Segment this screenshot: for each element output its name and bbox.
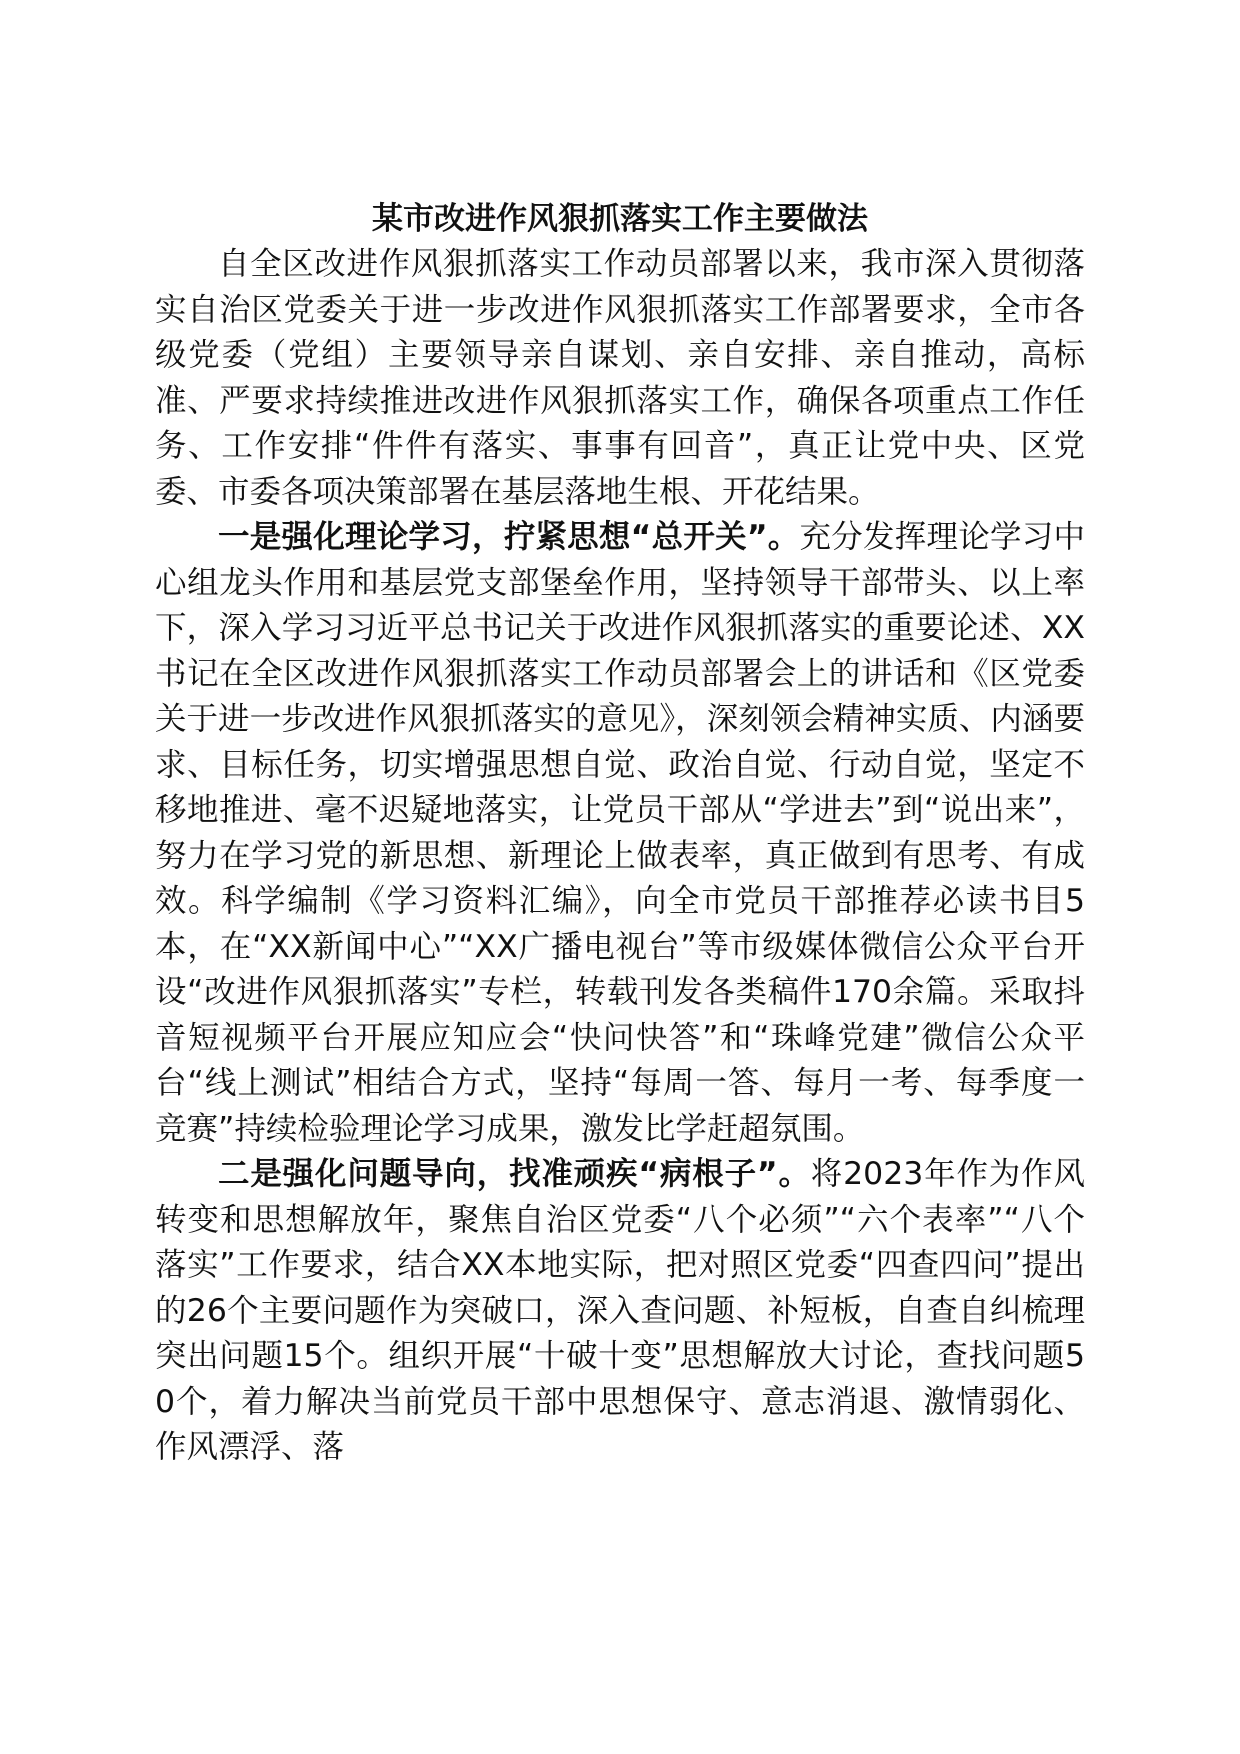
section-body-1: 充分发挥理论学习中心组龙头作用和基层党支部堡垒作用，坚持领导干部带头、以上率下，深入学习习近平总书记关于改进作风狠抓落实的重要论述、XX书记在全区改进作风狠抓落实工作动员部署会上的讲话和《区党委关于进一步改进作风狠抓落实的意见》，深刻领会精神实质、内涵要求、目标任务，切实增强思想自觉、政治自觉、行动自觉，坚定不移地推进、毫不迟疑地落实，让党员干部从“学进去”到“说出来”，努力在学习党的新思想、新理论上做表率，真正做到有思考、有成效。科学编制《学习资料汇编》，向全市党员干部推荐必读书目5本，在“XX新闻中心”“XX广播电视台”等市级媒体微信公众平台开设“改进作风狠抓落实”专栏，转载刊发各类稿件170余篇。采取抖音短视频平台开展应知应会“快问快答”和“珠峰党建”微信公众平台“线上测试”相结合方式，坚持“每周一答、每月一考、每季度一竞赛”持续检验理论学习成果，激发比学赶超氛围。 <box>155 519 1085 1147</box>
document-title: 某市改进作风狠抓落实工作主要做法 <box>372 201 868 237</box>
intro-paragraph: 自全区改进作风狠抓落实工作动员部署以来，我市深入贯彻落实自治区党委关于进一步改进作风狠抓落实工作部署要求，全市各级党委（党组）主要领导亲自谋划、亲自安排、亲自推动，高标准、严要求持续推进改进作风狠抓落实工作，确保各项重点工作任务、工作安排“件件有落实、事事有回音”，真正让党中央、区党委、市委各项决策部署在基层落地生根、开花结果。 <box>155 246 1085 510</box>
section-body-2: 将2023年作为作风转变和思想解放年，聚焦自治区党委“八个必须”“六个表率”“八个落实”工作要求，结合XX本地实际，把对照区党委“四查四问”提出的26个主要问题作为突破口，深入查问题、补短板，自查自纠梳理突出问题15个。组织开展“十破十变”思想解放大讨论，查找问题50个，着力解决当前党员干部中思想保守、意志消退、激情弱化、作风漂浮、落 <box>155 1156 1085 1465</box>
section-paragraph-1 <box>155 515 1085 1152</box>
section-heading-1: 一是强化理论学习，拧紧思想“总开关”。 <box>218 519 800 555</box>
document-page <box>155 196 1085 1471</box>
section-heading-2: 二是强化问题导向，找准顽疾“病根子”。 <box>218 1156 811 1192</box>
section-paragraph-2 <box>155 1152 1085 1471</box>
